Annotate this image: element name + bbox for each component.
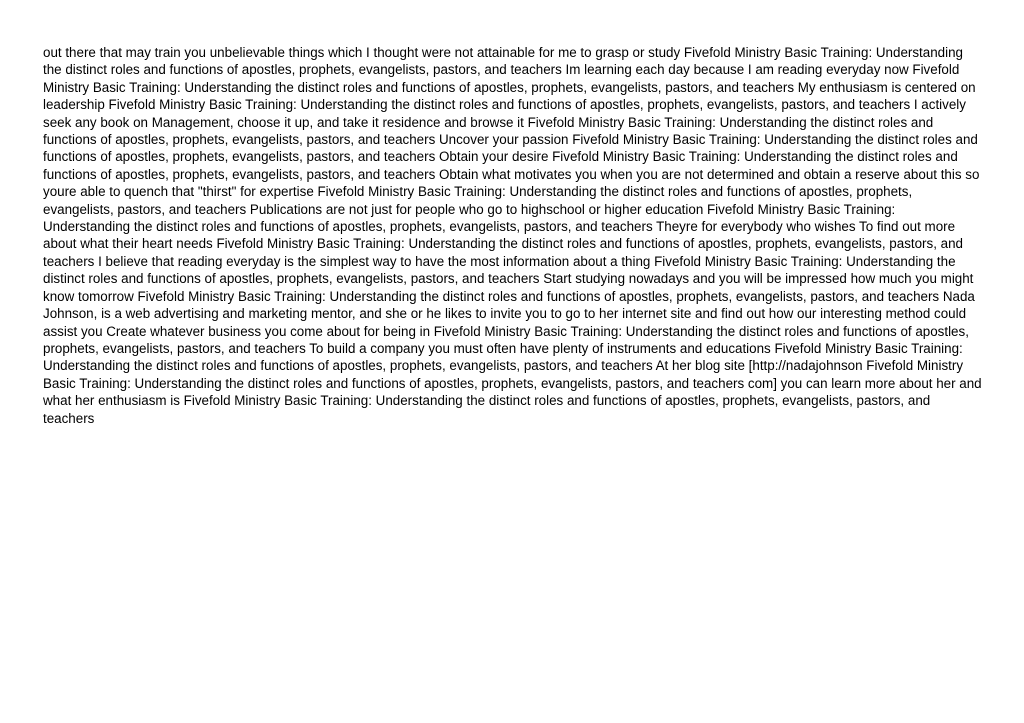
- body-text-paragraph: out there that may train you unbelievable things which I thought were not attainable for me to grasp or study Fivefold Ministry Basic Training: Understanding the distinct roles and functions of apostles, prophets, evangelists, pastors, and teachers Im learning each day because I am reading everyday now Fivefold Ministry Basic Training: Understanding the distinct roles and functions of apostles, prophets, evangelists, pastors, and teachers My enthusiasm is centered on leadership Fivefold Ministry Basic Training: Understanding the distinct roles and functions of apostles, prophets, evangelists, pastors, and teachers I actively seek any book on Management, choose it up, and take it residence and browse it Fivefold Ministry Basic Training: Understanding the distinct roles and functions of apostles, prophets, evangelists, pastors, and teachers Uncover your passion Fivefold Ministry Basic Training: Understanding the distinct roles and functions of apostles, prophets, evangelists, pastors, and teachers Obtain your desire Fivefold Ministry Basic Training: Understanding the distinct roles and functions of apostles, prophets, evangelists, pastors, and teachers Obtain what motivates you when you are not determined and obtain a reserve about this so youre able to quench that "thirst" for expertise Fivefold Ministry Basic Training: Understanding the distinct roles and functions of apostles, prophets, evangelists, pastors, and teachers Publications are not just for people who go to highschool or higher education Fivefold Ministry Basic Training: Understanding the distinct roles and functions of apostles, prophets, evangelists, pastors, and teachers Theyre for everybody who wishes To find out more about what their heart needs Fivefold Ministry Basic Training: Understanding the distinct roles and functions of apostles, prophets, evangelists, pastors, and teachers I believe that reading everyday is the simplest way to have the most information about a thing Fivefold Ministry Basic Training: Understanding the distinct roles and functions of apostles, prophets, evangelists, pastors, and teachers Start studying nowadays and you will be impressed how much you might know tomorrow Fivefold Ministry Basic Training: Understanding the distinct roles and functions of apostles, prophets, evangelists, pastors, and teachers Nada Johnson, is a web advertising and marketing mentor, and she or he likes to invite you to go to her internet site and find out how our interesting method could assist you Create whatever business you come about for being in Fivefold Ministry Basic Training: Understanding the distinct roles and functions of apostles, prophets, evangelists, pastors, and teachers To build a company you must often have plenty of instruments and educations Fivefold Ministry Basic Training: Understanding the distinct roles and functions of apostles, prophets, evangelists, pastors, and teachers At her blog site [http://nadajohnson Fivefold Ministry Basic Training: Understanding the distinct roles and functions of apostles, prophets, evangelists, pastors, and teachers com] you can learn more about her and what her enthusiasm is Fivefold Ministry Basic Training: Understanding the distinct roles and functions of apostles, prophets, evangelists, pastors, and teachers: [43, 45, 982, 426]
